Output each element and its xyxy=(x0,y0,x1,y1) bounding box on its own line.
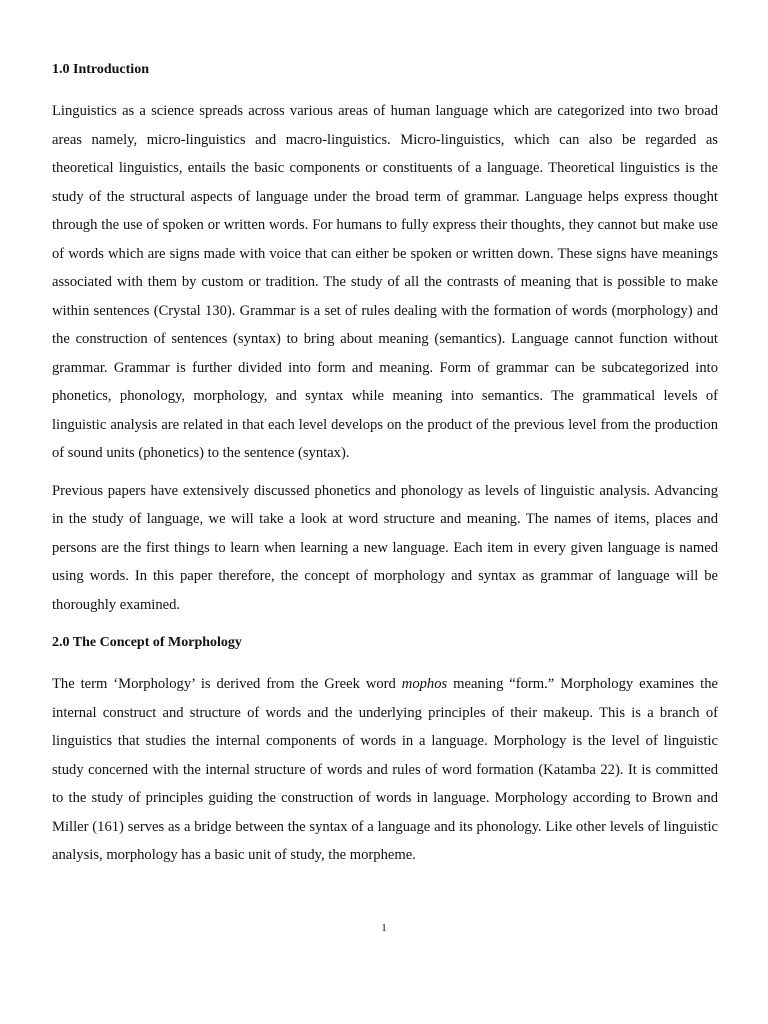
paragraph-morphology-text-before: The term ‘Morphology’ is derived from the Greek word xyxy=(52,676,402,692)
paragraph-introduction-2: Previous papers have extensively discussed phonetics and phonology as levels of linguistic analysis. Advancing in the study of language, we will take a look at word structure and meaning. The names of items, places and persons are the first things to learn when learning a new language. Each item in every given language is named using words. In this paper therefore, the concept of morphology and syntax as grammar of language will be thoroughly examined. xyxy=(52,482,718,613)
paragraph-morphology-1 xyxy=(52,670,718,870)
section-heading-introduction: 1.0 Introduction xyxy=(52,62,149,77)
paragraph-morphology-text-after: meaning “form.” Morphology examines the internal construct and structure of words and the underlying principles of their makeup. This is a branch of linguistics that studies the internal components of words in a language. Morphology is the level of linguistic study concerned with the internal structure of words and rules of word formation (Katamba 22). It is committed to the study of principles guiding the construction of words in language. Morphology according to Brown and Miller (161) serves as a bridge between the syntax of a language and its phonology. Like other levels of linguistic analysis, morphology has a basic unit of study, the morpheme. xyxy=(52,676,718,863)
paragraph-introduction-1: Linguistics as a science spreads across various areas of human language which are categorized into two broad areas namely, micro-linguistics and macro-linguistics. Micro-linguistics, which can also be regarded as theoretical linguistics, entails the basic components or constituents of a language. Theoretical linguistics is the study of the structural aspects of language under the broad term of grammar. Language helps express thought through the use of spoken or written words. For humans to fully express their thoughts, they cannot but make use of words which are signs made with voice that can either be spoken or written down. These signs have meanings associated with them by custom or tradition. The study of all the contrasts of meaning that is possible to make within sentences (Crystal 130). Grammar is a set of rules dealing with the formation of words (morphology) and the construction of sentences (syntax) to bring about meaning (semantics). Language cannot function without grammar. Grammar is further divided into form and meaning. Form of grammar can be subcategorized into phonetics, phonology, morphology, and syntax while meaning into semantics. The grammatical levels of linguistic analysis are related in that each level develops on the product of the previous level from the production of sound units (phonetics) to the sentence (syntax). xyxy=(52,103,718,461)
document-page xyxy=(52,60,718,879)
page-number: 1 xyxy=(381,922,387,934)
greek-word-italic: mophos xyxy=(401,676,448,692)
section-heading-morphology: 2.0 The Concept of Morphology xyxy=(52,635,242,650)
